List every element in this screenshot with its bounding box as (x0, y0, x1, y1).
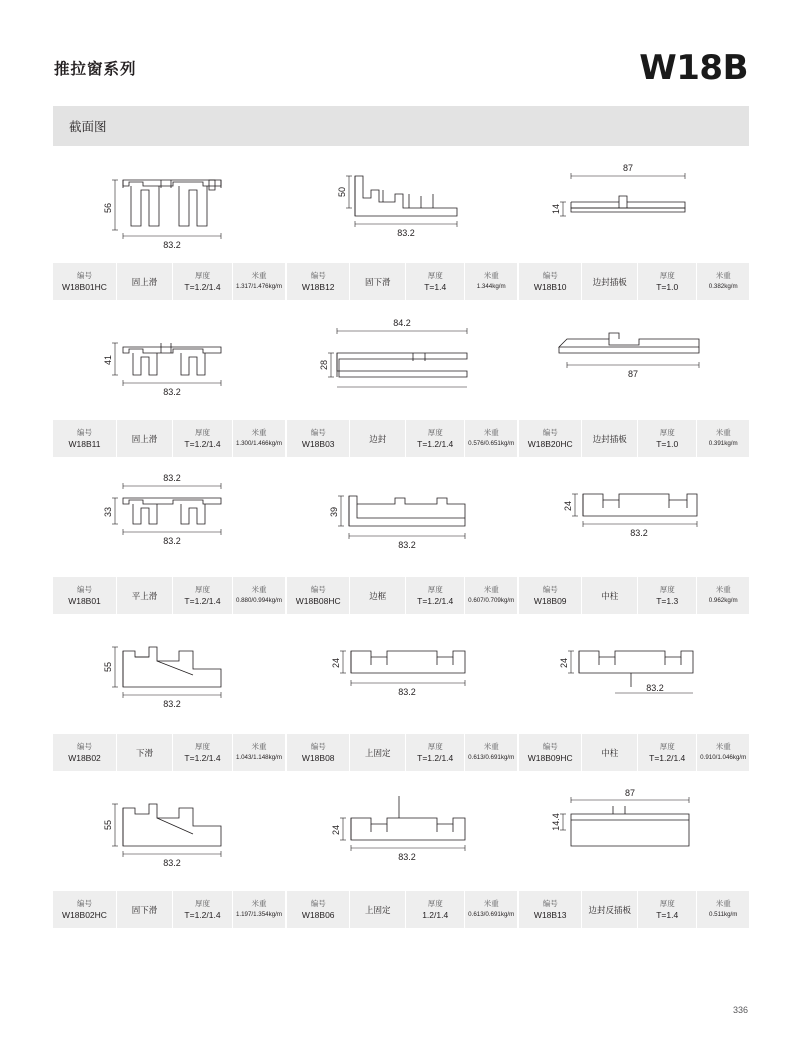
spec-thickness (406, 734, 465, 771)
profile-spec-row (287, 262, 517, 300)
profile-drawing (519, 774, 749, 890)
svg-text:55: 55 (103, 661, 113, 673)
profile-band-4 (53, 617, 749, 771)
spec-weight-label: 米重 (483, 899, 499, 908)
profile-spec-row (287, 419, 517, 457)
spec-code-value: W18B03 (301, 439, 335, 449)
spec-code-label: 编号 (310, 899, 326, 908)
section-title-cell (53, 106, 285, 146)
spec-code-value: W18B12 (301, 282, 335, 292)
spec-code-label: 编号 (77, 585, 92, 594)
profile-drawing (519, 146, 749, 262)
spec-code-value: W18B13 (533, 910, 567, 920)
spec-thickness (406, 420, 465, 457)
spec-thickness-label: 厚度 (427, 899, 443, 908)
spec-name-value: 上固定 (364, 904, 391, 915)
profile-cell (517, 303, 749, 457)
spec-thickness-label: 厚度 (195, 742, 210, 751)
profile-spec-row (519, 890, 749, 928)
spec-name-value: 平上滑 (131, 590, 158, 601)
spec-name (350, 420, 406, 457)
spec-code-value: W18B11 (68, 439, 101, 449)
profile-drawing (53, 460, 285, 576)
spec-thickness (173, 420, 233, 457)
svg-text:24: 24 (563, 500, 573, 512)
svg-text:87: 87 (624, 788, 636, 798)
svg-text:56: 56 (103, 202, 113, 214)
profile-cell (517, 146, 749, 300)
spec-weight-label: 米重 (483, 585, 499, 594)
spec-code-label: 编号 (542, 585, 558, 594)
spec-code (53, 420, 117, 457)
profile-spec-row (53, 262, 285, 300)
profile-cell (517, 774, 749, 928)
spec-thickness-label: 厚度 (659, 428, 675, 437)
profile-cell (53, 146, 285, 300)
spec-thickness-label: 厚度 (427, 585, 443, 594)
spec-code-value: W18B10 (533, 282, 567, 292)
profile-spec-row (519, 576, 749, 614)
spec-code-label: 编号 (77, 742, 92, 751)
spec-thickness-label: 厚度 (427, 428, 443, 437)
spec-thickness-value: T=1.0 (656, 439, 679, 449)
spec-thickness-value: T=1.3 (656, 596, 679, 606)
spec-weight-value: 1.344kg/m (476, 283, 506, 290)
profile-spec-row (287, 890, 517, 928)
svg-text:83.2: 83.2 (163, 858, 181, 868)
spec-code-value: W18B09HC (527, 753, 573, 763)
profile-drawing (53, 303, 285, 419)
spec-code-label: 编号 (77, 428, 92, 437)
svg-text:83.2: 83.2 (163, 699, 181, 709)
series-title: 推拉窗系列 (54, 61, 137, 78)
spec-weight (233, 891, 285, 928)
spec-code-value: W18B09 (533, 596, 567, 606)
spec-thickness-value: 1.2/1.4 (422, 910, 449, 920)
spec-thickness-value: T=1.2/1.4 (184, 910, 221, 920)
spec-thickness-label: 厚度 (195, 428, 210, 437)
spec-weight (233, 263, 285, 300)
spec-code (519, 734, 582, 771)
spec-thickness-value: T=1.2/1.4 (184, 439, 221, 449)
spec-code-value: W18B02HC (62, 910, 107, 920)
section-title-cell-3 (517, 106, 749, 146)
spec-name (350, 891, 406, 928)
spec-thickness (638, 263, 697, 300)
spec-thickness (406, 891, 465, 928)
spec-weight-value: 1.317/1.476kg/m (235, 283, 283, 290)
profile-drawing (287, 303, 517, 419)
spec-thickness (638, 420, 697, 457)
spec-thickness (173, 891, 233, 928)
profile-spec-row (519, 419, 749, 457)
profile-cell (285, 774, 517, 928)
svg-text:55: 55 (103, 819, 113, 831)
spec-name-value: 边封插板 (592, 433, 627, 444)
spec-thickness-value: T=1.2/1.4 (184, 596, 221, 606)
spec-name (582, 577, 638, 614)
profile-band-1 (53, 146, 749, 300)
profile-cell (53, 617, 285, 771)
spec-weight-label: 米重 (483, 742, 499, 751)
spec-code (287, 577, 350, 614)
spec-weight-value: 0.391kg/m (708, 440, 738, 447)
spec-code (53, 577, 117, 614)
spec-weight (465, 263, 517, 300)
profile-spec-row (519, 733, 749, 771)
spec-thickness-value: T=1.2/1.4 (184, 282, 221, 292)
spec-name (117, 577, 173, 614)
spec-code-label: 编号 (310, 428, 326, 437)
spec-thickness (638, 891, 697, 928)
profile-spec-row (287, 733, 517, 771)
profile-spec-row (53, 576, 285, 614)
profile-drawing (287, 460, 517, 576)
spec-code (287, 891, 350, 928)
spec-name (582, 891, 638, 928)
spec-name (117, 263, 173, 300)
spec-name (350, 734, 406, 771)
svg-text:87: 87 (622, 163, 634, 173)
spec-weight-label: 米重 (715, 742, 731, 751)
spec-name-value: 上固定 (364, 747, 391, 758)
spec-code-value: W18B08 (301, 753, 335, 763)
spec-code-label: 编号 (542, 742, 558, 751)
spec-code-label: 编号 (542, 428, 558, 437)
spec-code-value: W18B08HC (295, 596, 341, 606)
spec-thickness-value: T=1.0 (656, 282, 679, 292)
spec-thickness-label: 厚度 (427, 271, 443, 280)
profile-spec-row (53, 419, 285, 457)
svg-text:83.2: 83.2 (163, 473, 181, 483)
spec-code (519, 420, 582, 457)
svg-text:83.2: 83.2 (163, 387, 181, 397)
profile-cell (285, 460, 517, 614)
spec-weight (697, 891, 749, 928)
spec-code-label: 编号 (310, 585, 326, 594)
spec-name (117, 734, 173, 771)
svg-text:14: 14 (551, 203, 561, 215)
spec-weight-value: 0.613/0.691kg/m (468, 911, 515, 918)
spec-thickness (173, 734, 233, 771)
svg-text:14.4: 14.4 (551, 813, 561, 831)
spec-code-label: 编号 (77, 271, 92, 280)
svg-text:39: 39 (329, 506, 339, 518)
spec-name (582, 263, 638, 300)
svg-text:41: 41 (103, 354, 113, 366)
spec-code (53, 263, 117, 300)
svg-text:83.2: 83.2 (163, 536, 181, 546)
spec-weight (465, 577, 517, 614)
profile-spec-row (287, 576, 517, 614)
spec-weight (697, 263, 749, 300)
spec-thickness-value: T=1.2/1.4 (649, 753, 686, 763)
spec-weight-value: 0.576/0.651kg/m (468, 440, 515, 447)
profile-spec-row (53, 733, 285, 771)
spec-name-value: 边封插板 (592, 276, 627, 287)
svg-text:83.2: 83.2 (398, 852, 416, 862)
spec-name-value: 固下滑 (364, 276, 391, 287)
svg-text:83.2: 83.2 (163, 240, 181, 250)
spec-name-value: 下滑 (135, 747, 153, 758)
profile-grid (52, 106, 749, 928)
spec-thickness (173, 263, 233, 300)
spec-weight (465, 891, 517, 928)
spec-thickness-label: 厚度 (427, 742, 443, 751)
spec-code-value: W18B01HC (62, 282, 107, 292)
spec-weight-label: 米重 (251, 899, 267, 908)
profile-cell (53, 460, 285, 614)
spec-code (519, 577, 582, 614)
profile-drawing (287, 774, 517, 890)
svg-text:83.2: 83.2 (646, 683, 664, 693)
spec-thickness-value: T=1.2/1.4 (417, 596, 454, 606)
spec-weight-value: 0.962kg/m (708, 597, 738, 604)
spec-weight-label: 米重 (251, 742, 267, 751)
spec-thickness (406, 577, 465, 614)
page-header (0, 38, 800, 98)
spec-name (582, 420, 638, 457)
profile-band-3 (53, 460, 749, 614)
profile-band-2 (53, 303, 749, 457)
profile-spec-row (519, 262, 749, 300)
series-code: W18B (639, 48, 748, 88)
profile-drawing (287, 146, 517, 262)
spec-name-value: 中柱 (601, 590, 619, 601)
profile-drawing (519, 460, 749, 576)
spec-thickness (638, 734, 697, 771)
spec-weight-value: 0.607/0.709kg/m (468, 597, 515, 604)
svg-text:83.2: 83.2 (397, 228, 415, 238)
spec-weight (465, 420, 517, 457)
svg-text:33: 33 (103, 506, 113, 518)
spec-code (519, 263, 582, 300)
profile-cell (53, 774, 285, 928)
spec-name-value: 固下滑 (131, 904, 158, 915)
spec-weight (233, 577, 285, 614)
spec-weight-value: 1.197/1.354kg/m (235, 911, 283, 918)
profile-band-5 (53, 774, 749, 928)
spec-weight-value: 0.511kg/m (709, 911, 738, 918)
profile-drawing (53, 774, 285, 890)
spec-code-label: 编号 (77, 899, 92, 908)
spec-weight-label: 米重 (251, 428, 267, 437)
spec-thickness (173, 577, 233, 614)
profile-cell (53, 303, 285, 457)
section-title-row (53, 106, 749, 146)
spec-name-value: 边框 (369, 590, 387, 601)
spec-thickness-label: 厚度 (195, 271, 210, 280)
profile-cell (517, 617, 749, 771)
spec-weight (697, 577, 749, 614)
spec-name-value: 中柱 (601, 747, 619, 758)
spec-code (53, 891, 117, 928)
spec-name (350, 263, 406, 300)
profile-drawing (287, 617, 517, 733)
svg-text:83.2: 83.2 (398, 540, 416, 550)
spec-thickness (406, 263, 465, 300)
spec-weight-value: 0.613/0.691kg/m (468, 754, 515, 761)
profile-drawing (53, 146, 285, 262)
spec-code-value: W18B01 (68, 596, 101, 606)
spec-thickness-value: T=1.2/1.4 (417, 439, 454, 449)
svg-text:84.2: 84.2 (393, 318, 411, 328)
profile-drawing (519, 303, 749, 419)
spec-thickness (638, 577, 697, 614)
spec-weight-value: 1.300/1.466kg/m (235, 440, 283, 447)
spec-code-value: W18B02 (68, 753, 101, 763)
profile-cell (285, 146, 517, 300)
spec-thickness-value: T=1.2/1.4 (184, 753, 221, 763)
svg-text:83.2: 83.2 (398, 687, 416, 697)
spec-code-label: 编号 (542, 899, 558, 908)
spec-name-value: 边封 (369, 433, 387, 444)
page-number: 336 (732, 1005, 748, 1015)
spec-weight-label: 米重 (715, 899, 731, 908)
spec-weight-value: 1.043/1.148kg/m (235, 754, 283, 761)
spec-code (287, 734, 350, 771)
svg-text:24: 24 (331, 824, 341, 836)
spec-weight (697, 734, 749, 771)
spec-weight-label: 米重 (251, 271, 267, 280)
spec-weight (233, 734, 285, 771)
svg-text:24: 24 (331, 657, 341, 669)
spec-weight-value: 0.880/0.994kg/m (235, 597, 283, 604)
profile-spec-row (53, 890, 285, 928)
spec-thickness-value: T=1.4 (424, 282, 447, 292)
spec-name (350, 577, 406, 614)
profile-cell (285, 303, 517, 457)
spec-name-value: 边封反插板 (588, 904, 631, 915)
svg-text:50: 50 (337, 186, 347, 198)
svg-text:83.2: 83.2 (630, 528, 648, 538)
profile-cell (285, 617, 517, 771)
spec-thickness-label: 厚度 (659, 742, 675, 751)
spec-code (287, 420, 350, 457)
spec-weight-label: 米重 (483, 271, 499, 280)
spec-name-value: 固上滑 (131, 433, 158, 444)
spec-weight (233, 420, 285, 457)
spec-weight-label: 米重 (715, 585, 731, 594)
spec-weight-label: 米重 (715, 271, 731, 280)
spec-code (53, 734, 117, 771)
svg-text:87: 87 (627, 369, 639, 379)
spec-thickness-label: 厚度 (195, 585, 210, 594)
spec-weight-value: 0.910/1.046kg/m (700, 754, 747, 761)
spec-name-value: 固上滑 (131, 276, 158, 287)
spec-code (519, 891, 582, 928)
spec-thickness-label: 厚度 (195, 899, 210, 908)
section-title-label: 截面图 (69, 120, 107, 134)
spec-thickness-label: 厚度 (659, 271, 675, 280)
svg-text:24: 24 (559, 657, 569, 669)
svg-text:28: 28 (319, 359, 329, 371)
spec-code (287, 263, 350, 300)
spec-thickness-value: T=1.4 (656, 910, 679, 920)
spec-code-label: 编号 (310, 742, 326, 751)
profile-drawing (53, 617, 285, 733)
spec-code-value: W18B06 (301, 910, 335, 920)
spec-code-label: 编号 (310, 271, 326, 280)
profile-cell (517, 460, 749, 614)
spec-weight-value: 0.382kg/m (708, 283, 738, 290)
spec-code-value: W18B20HC (527, 439, 573, 449)
section-title-cell-2 (285, 106, 517, 146)
spec-name (582, 734, 638, 771)
spec-name (117, 420, 173, 457)
spec-thickness-label: 厚度 (659, 899, 675, 908)
spec-weight-label: 米重 (715, 428, 731, 437)
spec-weight-label: 米重 (251, 585, 267, 594)
spec-thickness-label: 厚度 (659, 585, 675, 594)
spec-weight (697, 420, 749, 457)
spec-code-label: 编号 (542, 271, 558, 280)
spec-thickness-value: T=1.2/1.4 (417, 753, 454, 763)
profile-drawing (519, 617, 749, 733)
spec-name (117, 891, 173, 928)
spec-weight (465, 734, 517, 771)
spec-weight-label: 米重 (483, 428, 499, 437)
